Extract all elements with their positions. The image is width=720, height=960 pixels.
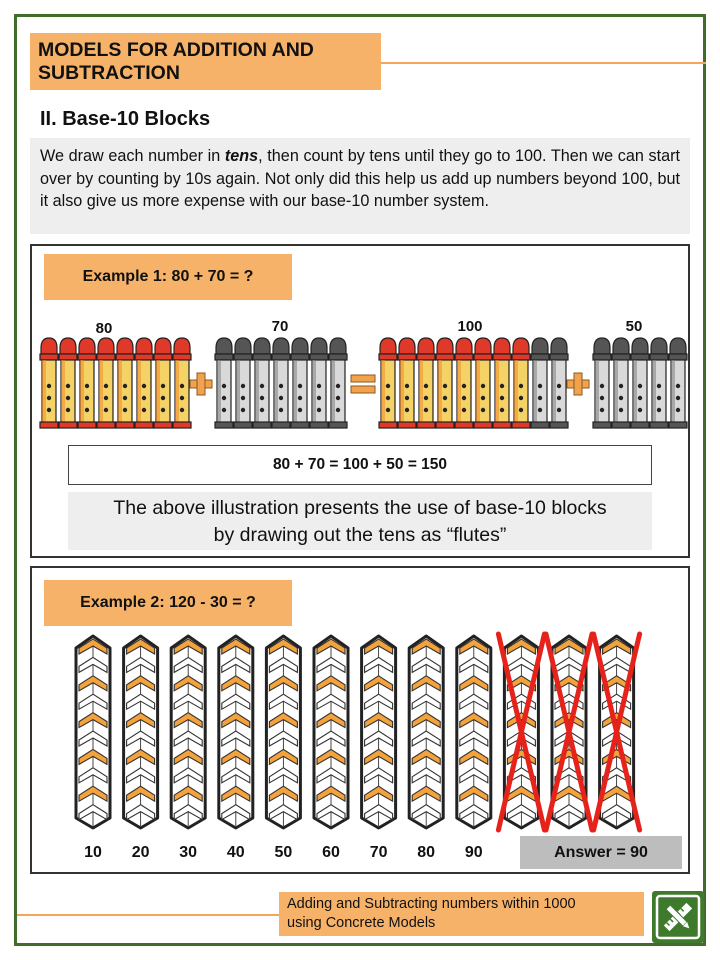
- flutes-illustration: [32, 334, 688, 444]
- ten-flute-colored-5: [135, 338, 153, 428]
- ten-flute-colored-1: [59, 338, 77, 428]
- group-label-2: 70: [271, 318, 289, 335]
- ten-rod-1: [124, 636, 158, 828]
- ten-rod-3: [219, 636, 253, 828]
- footer-caption: [279, 892, 644, 936]
- ten-flute-gray-14: [329, 338, 347, 428]
- ten-rod-8: [457, 636, 491, 828]
- tick-label-10: 10: [84, 844, 102, 861]
- ten-flute-gray-25: [593, 338, 611, 428]
- example-2-label: Example 2: 120 - 30 = ?: [44, 580, 292, 626]
- tick-label-50: 50: [274, 844, 293, 861]
- ten-flute-gray-8: [215, 338, 233, 428]
- ten-rod-4: [266, 636, 300, 828]
- ten-flute-colored-19: [455, 338, 473, 428]
- plus-sign-2: [567, 373, 589, 395]
- tick-label-20: 20: [131, 844, 150, 861]
- caption-line-1: The above illustration presents the use of base-10 blocks: [113, 497, 607, 519]
- ten-flute-gray-27: [631, 338, 649, 428]
- ten-flute-colored-0: [40, 338, 58, 428]
- intro-paragraph: [30, 138, 690, 234]
- example-1-panel: [30, 244, 690, 558]
- pencil-ruler-icon: [652, 891, 704, 943]
- tick-label-90: 90: [464, 844, 483, 861]
- tick-label-80: 80: [417, 844, 436, 861]
- example-1-label: Example 1: 80 + 70 = ?: [44, 254, 292, 300]
- plus-sign-1: [190, 373, 212, 395]
- header-rule: [381, 62, 706, 64]
- tick-label-60: 60: [322, 844, 340, 861]
- ten-flute-colored-20: [474, 338, 492, 428]
- group-label-3: 100: [457, 318, 483, 335]
- ten-flute-gray-9: [234, 338, 252, 428]
- caption-line-2: by drawing out the tens as “flutes”: [213, 524, 507, 546]
- footer-line-1: Adding and Subtracting numbers within 1000: [287, 896, 576, 912]
- ten-rod-7: [409, 636, 443, 828]
- ten-flute-gray-26: [612, 338, 630, 428]
- ten-rod-6: [362, 636, 396, 828]
- tick-label-70: 70: [369, 844, 388, 861]
- intro-emphasis: tens: [224, 147, 259, 165]
- caption-box: [68, 492, 652, 550]
- ten-flute-colored-22: [512, 338, 530, 428]
- ten-flute-colored-3: [97, 338, 115, 428]
- ten-flute-colored-2: [78, 338, 96, 428]
- intro-text-before: We draw each number in: [40, 147, 225, 165]
- ten-flute-colored-18: [436, 338, 454, 428]
- footer-rule: [17, 914, 279, 916]
- tick-label-30: 30: [179, 844, 198, 861]
- ten-flute-colored-15: [379, 338, 397, 428]
- ten-flute-gray-24: [550, 338, 568, 428]
- group-label-4: 50: [625, 318, 643, 335]
- page-header: MODELS FOR ADDITION AND SUBTRACTION: [30, 33, 381, 90]
- ten-flute-gray-23: [531, 338, 549, 428]
- ten-flute-colored-17: [417, 338, 435, 428]
- ten-flute-gray-10: [253, 338, 271, 428]
- example-2-panel: [30, 566, 690, 874]
- ten-flute-colored-21: [493, 338, 511, 428]
- ten-rod-5: [314, 636, 348, 828]
- footer-line-2: using Concrete Models: [287, 914, 436, 931]
- section-title: II. Base-10 Blocks: [40, 108, 211, 130]
- ten-flute-gray-28: [650, 338, 668, 428]
- group-label-1: 80: [95, 320, 113, 337]
- ten-flute-colored-16: [398, 338, 416, 428]
- ten-flute-gray-12: [291, 338, 309, 428]
- tick-label-40: 40: [226, 844, 245, 861]
- answer-box: Answer = 90: [520, 836, 682, 869]
- ten-flute-gray-13: [310, 338, 328, 428]
- ten-flute-gray-29: [669, 338, 687, 428]
- ten-rod-0: [76, 636, 110, 828]
- ten-flute-gray-11: [272, 338, 290, 428]
- equation-box: 80 + 70 = 100 + 50 = 150: [68, 445, 652, 485]
- ten-flute-colored-6: [154, 338, 172, 428]
- ten-flute-colored-4: [116, 338, 134, 428]
- equals-sign: [351, 375, 375, 393]
- rods-illustration: [32, 630, 688, 840]
- intro-text-after: , then count by tens until they go to 100. Then we can start over by counting by 10s again. Not only did this help us add up numbers beyond 100, but it also give us more expense with our base-10 number system.: [40, 147, 680, 210]
- ten-rod-2: [171, 636, 205, 828]
- ten-flute-colored-7: [173, 338, 191, 428]
